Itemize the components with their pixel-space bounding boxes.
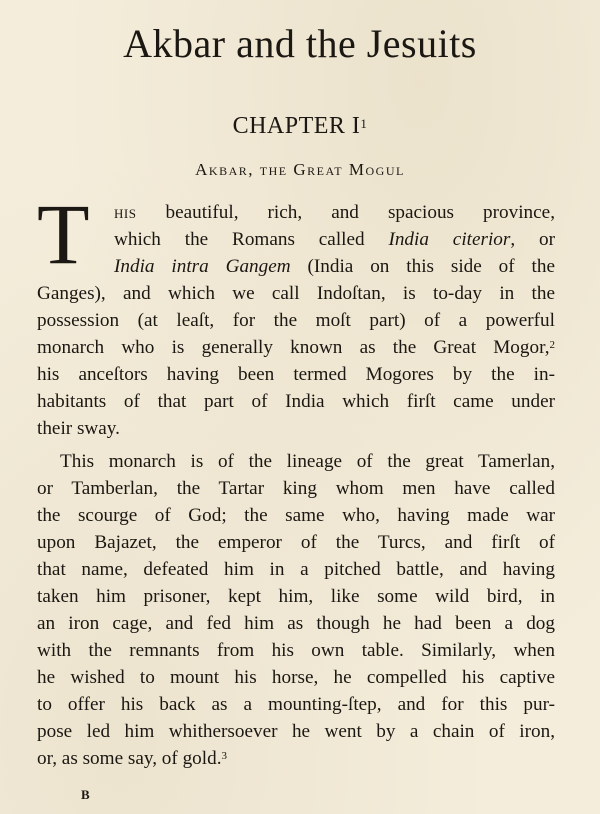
paragraph-2-line-11: pose led him whithersoever he went by a chain of iron, (37, 721, 555, 742)
paragraph-1-line-1: his beautiful, rich, and spacious province, (114, 202, 555, 223)
paragraph-2-line-12: or, as some say, of gold.$^3$ (37, 748, 228, 769)
paragraph-1-line-9: their sway. (37, 418, 120, 439)
paragraph-2-line-3: the scourge of God; the same who, having made war (37, 505, 555, 526)
paragraph-2-line-1: This monarch is of the lineage of the great Tamerlan, (60, 451, 555, 472)
paragraph-1-line-6: monarch who is generally known as the Great Mogor,$^2$ (37, 337, 555, 358)
paragraph-2-line-7: an iron cage, and fed him as though he had been a dog (37, 613, 555, 634)
paragraph-2-line-6: taken him prisoner, kept him, like some wild bird, in (37, 586, 555, 607)
footnote-marker: 3 (221, 750, 228, 762)
drop-cap: T (37, 186, 90, 282)
italic-term: India citerior (388, 229, 511, 250)
paragraph-1-line-3: India intra Gangem (India on this side of the (114, 256, 555, 277)
paragraph-1-line-5: possession (at leaſt, for the moſt part) of a powerful (37, 310, 555, 331)
chapter-subtitle: Akbar, the Great Mogul (195, 160, 405, 179)
paragraph-2-line-10: to offer his back as a mounting-ſtep, and for this pur- (37, 694, 555, 715)
paragraph-1-line-8: habitants of that part of India which firſt came under (37, 391, 555, 412)
paragraph-2-line-8: with the remnants from his own table. Similarly, when (37, 640, 555, 661)
smallcap-lead: his (114, 202, 137, 223)
chapter-heading (0, 111, 600, 141)
paragraph-2-line-9: he wished to mount his horse, he compelled his captive (37, 667, 555, 688)
paragraph-1-line-2: which the Romans called India citerior, or (114, 229, 556, 250)
chapter-label: CHAPTER I (232, 113, 361, 139)
footnote-marker: 2 (549, 339, 555, 351)
paragraph-1-line-4: Ganges), and which we call Indoſtan, is to-day in the (37, 283, 555, 304)
italic-term: India intra Gangem (114, 256, 291, 277)
book-title: Akbar and the Jesuits (123, 21, 477, 66)
paragraph-2-line-2: or Tamberlan, the Tartar king whom men have called (37, 478, 555, 499)
signature-mark: B (81, 787, 90, 802)
paragraph-1-line-7: his anceſtors having been termed Mogores by the in- (37, 364, 555, 385)
chapter-footnote-marker: 1 (360, 116, 368, 131)
paragraph-2-line-5: that name, defeated him in a pitched battle, and having (37, 559, 555, 580)
paragraph-2-line-4: upon Bajazet, the emperor of the Turcs, and firſt of (37, 532, 555, 553)
